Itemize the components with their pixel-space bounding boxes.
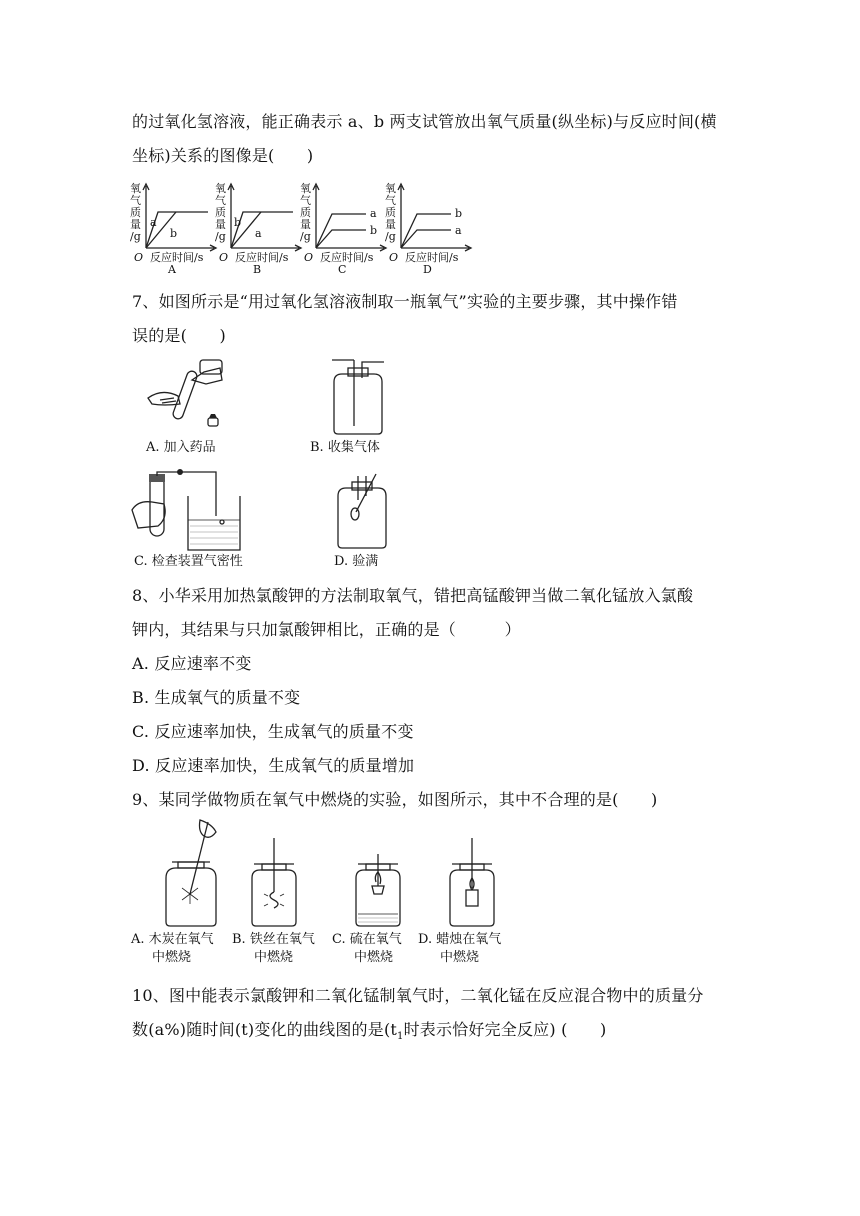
origin-label: O [304, 251, 314, 264]
q10-line2-part-a: 数(a%)随时间(t)变化的曲线图的是(t [132, 1020, 398, 1039]
series-b-label: b [455, 207, 463, 220]
ylabel-char: /g [130, 230, 141, 243]
series-a-label: a [370, 207, 377, 220]
q9-caption-b-1: B. 铁丝在氧气 [232, 932, 315, 947]
graph-caption: B [253, 263, 262, 276]
ylabel-char: 量 [130, 218, 141, 231]
ylabel-char: 氧 [385, 182, 396, 195]
q6-graph-a [128, 182, 218, 274]
ylabel-char: 气 [215, 194, 226, 207]
q9-illustration-b [246, 836, 306, 928]
q7-caption-b: B. 收集气体 [310, 440, 380, 455]
ylabel-char: 氧 [130, 182, 141, 195]
origin-label: O [219, 251, 229, 264]
q8-option-a: A. 反应速率不变 [132, 654, 252, 673]
ylabel-char: 质 [300, 206, 311, 219]
ylabel-char: 质 [385, 206, 396, 219]
series-a-label: a [455, 224, 462, 237]
q6-text-line2: 坐标)关系的图像是( ) [132, 146, 314, 165]
q7-text-line2: 误的是( ) [132, 326, 226, 345]
q7-illustration-a [140, 358, 240, 438]
series-b-label: b [234, 216, 242, 229]
q8-text-line2: 钾内，其结果与只加氯酸钾相比，正确的是（ ） [132, 620, 521, 639]
q10-text-line1: 10、图中能表示氯酸钾和二氧化锰制氧气时，二氧化锰在反应混合物中的质量分 [132, 986, 704, 1005]
q9-caption-a-2: 中燃烧 [152, 950, 192, 965]
xlabel: 反应时间/s [150, 251, 204, 264]
series-b-label: b [170, 227, 178, 240]
q9-caption-d-2: 中燃烧 [440, 950, 480, 965]
q9-illustration-d [444, 836, 504, 928]
ylabel-char: 气 [130, 194, 141, 207]
origin-label: O [134, 251, 144, 264]
ylabel-char: 量 [385, 218, 396, 231]
q9-caption-c-2: 中燃烧 [354, 950, 394, 965]
xlabel: 反应时间/s [405, 251, 459, 264]
q7-caption-d: D. 验满 [334, 554, 379, 569]
q10-line2-part-b: 时表示恰好完全反应) ( ) [403, 1020, 607, 1039]
ylabel-char: /g [385, 230, 396, 243]
q6-text-line1: 的过氧化氢溶液，能正确表示 a、b 两支试管放出氧气质量(纵坐标)与反应时间(横 [132, 112, 717, 131]
series-b-label: b [370, 224, 378, 237]
ylabel-char: /g [300, 230, 311, 243]
q8-option-d: D. 反应速率加快，生成氧气的质量增加 [132, 756, 415, 775]
q7-illustration-d [330, 472, 400, 552]
q9-caption-c-1: C. 硫在氧气 [332, 932, 402, 947]
q6-graph-c [298, 182, 388, 274]
q6-graph-d [383, 182, 473, 274]
q7-caption-a: A. 加入药品 [146, 440, 216, 455]
series-a-label: a [150, 216, 157, 229]
q9-illustration-a [160, 818, 230, 928]
q10-subscript: 1 [397, 1031, 404, 1043]
q10-text-line2 [132, 1020, 606, 1047]
ylabel-char: /g [215, 230, 226, 243]
q9-caption-a-1: A. 木炭在氧气 [131, 932, 214, 947]
graph-caption: A [168, 263, 176, 276]
xlabel: 反应时间/s [235, 251, 289, 264]
ylabel-char: 气 [385, 194, 396, 207]
ylabel-char: 气 [300, 194, 311, 207]
q7-illustration-b [322, 358, 402, 438]
ylabel-char: 质 [130, 206, 141, 219]
ylabel-char: 质 [215, 206, 226, 219]
origin-label: O [389, 251, 399, 264]
q8-option-b: B. 生成氧气的质量不变 [132, 688, 301, 707]
q9-illustration-c [350, 852, 410, 928]
q7-caption-c: C. 检查装置气密性 [134, 554, 243, 569]
q8-option-c: C. 反应速率加快，生成氧气的质量不变 [132, 722, 414, 741]
graph-caption: D [423, 263, 432, 276]
ylabel-char: 氧 [300, 182, 311, 195]
q7-text-line1: 7、如图所示是“用过氧化氢溶液制取一瓶氧气”实验的主要步骤，其中操作错 [132, 292, 678, 311]
ylabel-char: 氧 [215, 182, 226, 195]
ylabel-char: 量 [215, 218, 226, 231]
q7-illustration-c [128, 470, 248, 554]
q6-graph-b [213, 182, 303, 274]
ylabel-char: 量 [300, 218, 311, 231]
q8-text-line1: 8、小华采用加热氯酸钾的方法制取氧气，错把高锰酸钾当做二氧化锰放入氯酸 [132, 586, 694, 605]
graph-caption: C [338, 263, 347, 276]
q9-caption-d-1: D. 蜡烛在氧气 [418, 932, 502, 947]
xlabel: 反应时间/s [320, 251, 374, 264]
q9-text-line1: 9、某同学做物质在氧气中燃烧的实验，如图所示，其中不合理的是( ) [132, 790, 658, 809]
series-a-label: a [255, 227, 262, 240]
q9-caption-b-2: 中燃烧 [254, 950, 294, 965]
